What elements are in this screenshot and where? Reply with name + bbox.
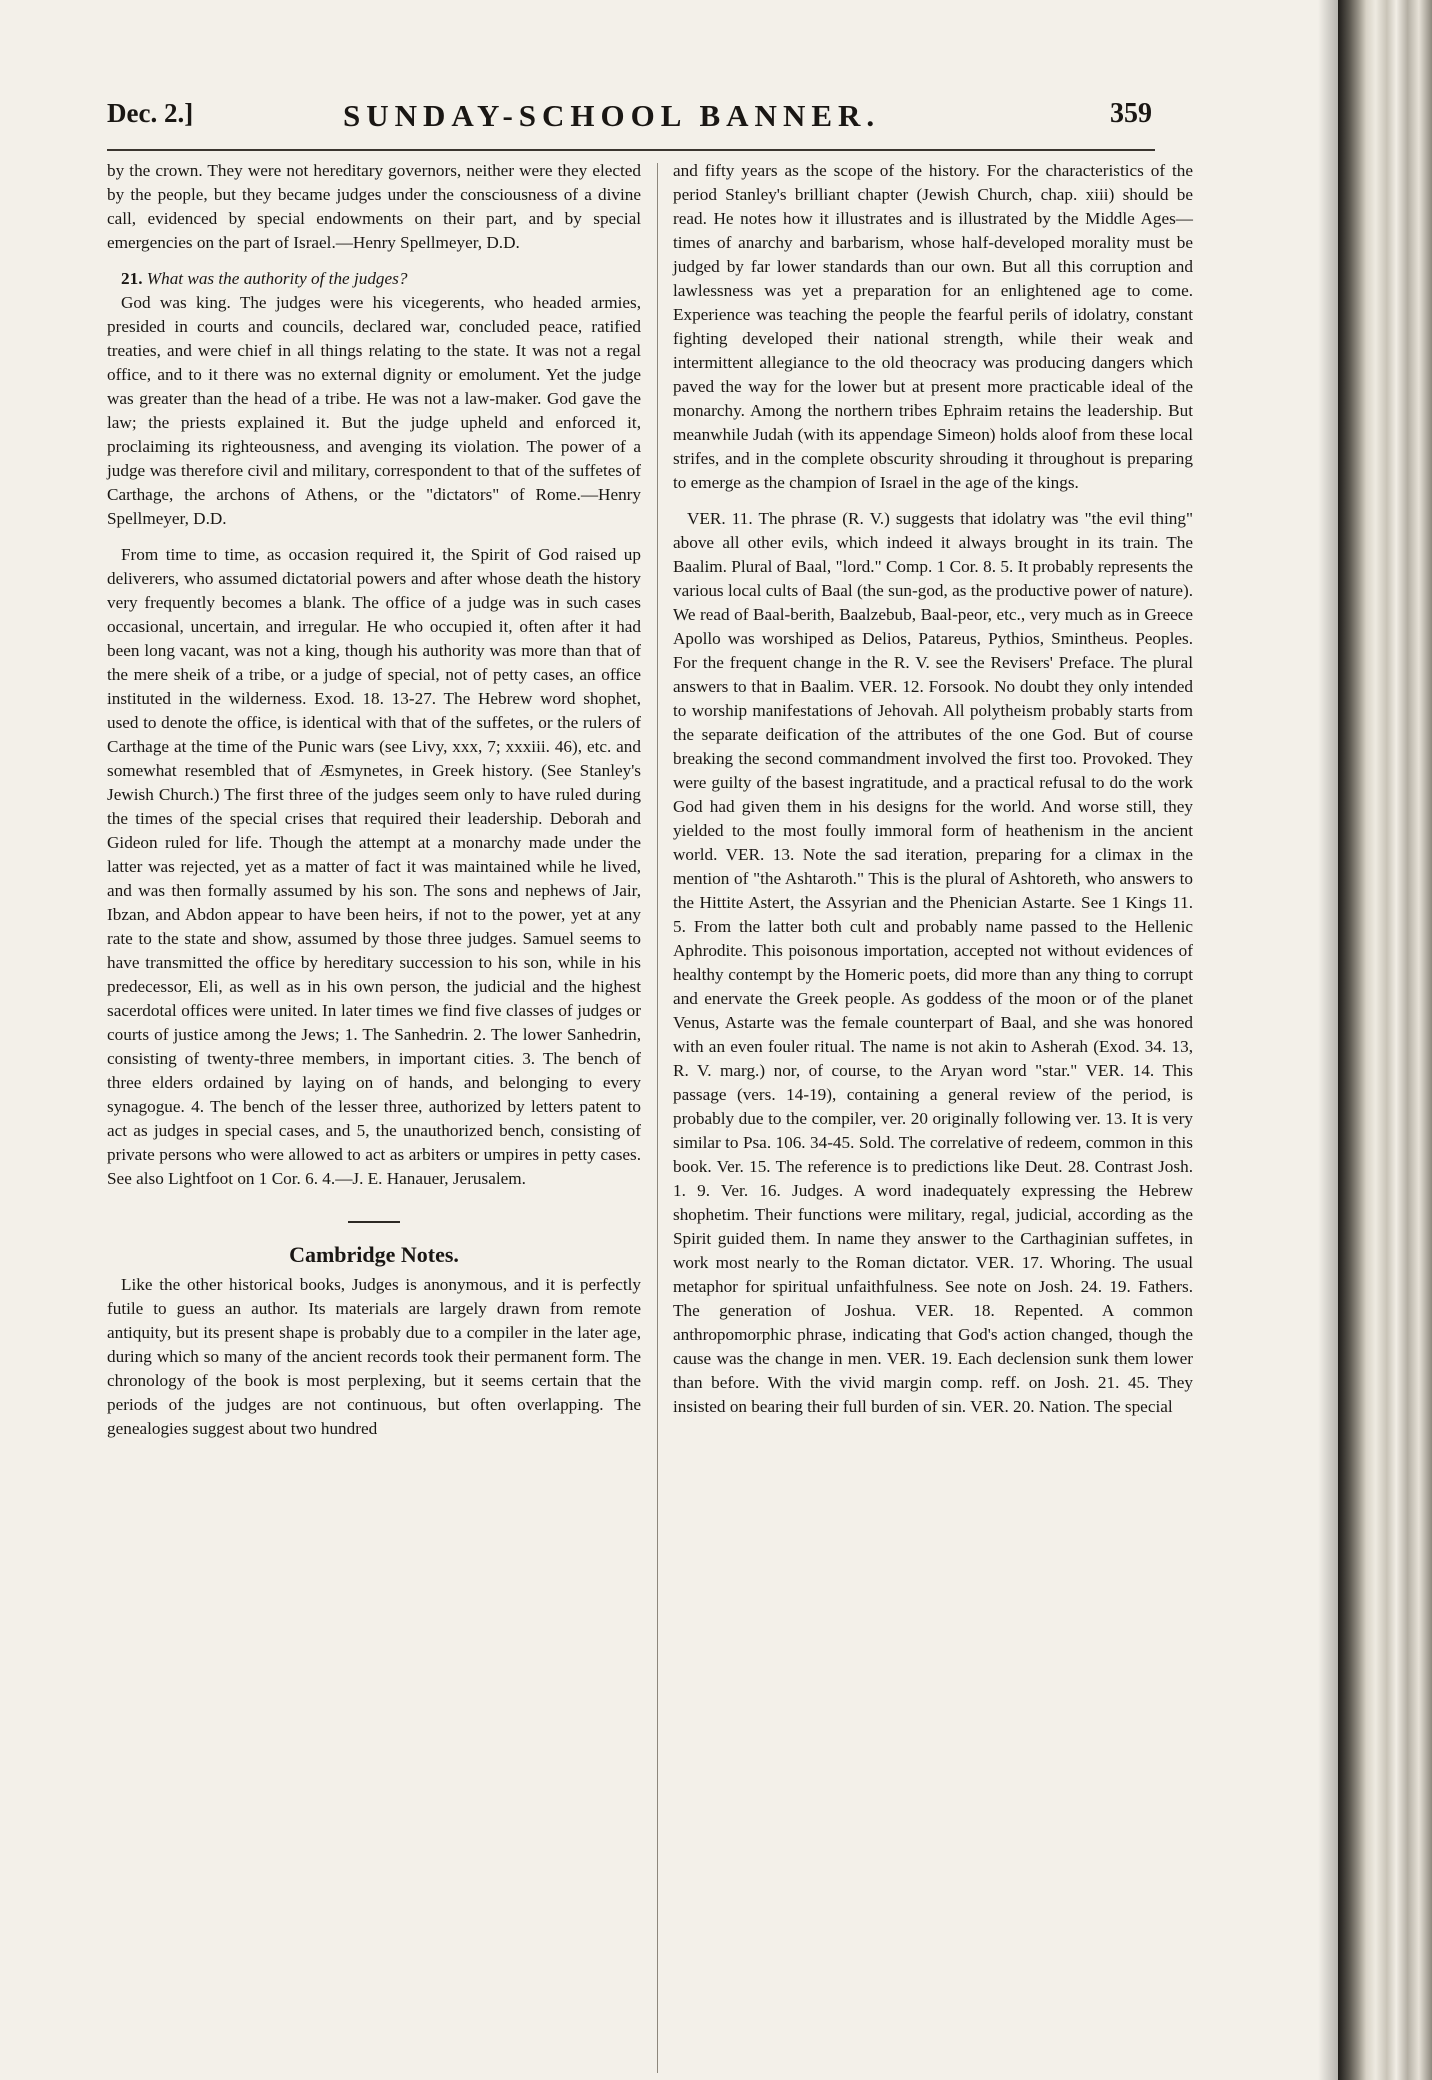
question-text: What was the authority of the judges? bbox=[146, 269, 408, 288]
section-separator bbox=[348, 1221, 400, 1223]
header-date: Dec. 2.] bbox=[107, 98, 194, 128]
paragraph: God was king. The judges were his vicegerents, who headed armies, presided in courts and councils, declared war, concluded peace, ratified treaties, and were chief in all things relating to the state. It was not a regal office, and to it there was no external dignity or emolument. Yet the judge was greater than the head of a tribe. He was not a law-maker. God gave the law; the priests explained it. But the judge upheld and enforced it, proclaiming its righteousness, and avenging its violation. The power of a judge was therefore civil and military, correspondent to that of the suffetes of Carthage, the archons of Athens, or the "dictators" of Rome.—Henry Spellmeyer, D.D. bbox=[107, 293, 641, 528]
page-number: 359 bbox=[1110, 98, 1152, 129]
paragraph: and fifty years as the scope of the history. For the characteristics of the period Stanley's brilliant chapter (Jewish Church, chap. xiii) should be read. He notes how it illustrates and is illustrated by the Middle Ages—times of anarchy and barbarism, whose half-developed morality must be judged by far lower standards than our own. But all this corruption and lawlessness was yet a preparation for an enlightened age to come. Experience was teaching the people the fearful perils of idolatry, constant fighting developed their national strength, while their weak and intermittent allegiance to the old theocracy was producing dangers which paved the way for the lower but at present more practicable ideal of the monarchy. Among the northern tribes Ephraim retains the leadership. But meanwhile Judah (with its appendage Simeon) holds aloof from these local strifes, and in the complete obscurity shrouding it throughout is preparing to emerge as the champion of Israel in the age of the kings. bbox=[673, 161, 1193, 492]
paragraph: From time to time, as occasion required it, the Spirit of God raised up deliverers, who assumed dictatorial powers and after whose death the history very frequently becomes a blank. The office of a judge was in such cases occasional, uncertain, and irregular. He who occupied it, often after it had been long vacant, was not a king, though his authority was more than that of the mere sheik of a tribe, or a judge of special, not of petty cases, an office instituted in the wilderness. Exod. 18. 13-27. The Hebrew word shophet, used to denote the office, is identical with that of the suffetes, or the rulers of Carthage at the time of the Punic wars (see Livy, xxx, 7; xxxiii. 46), etc. and somewhat resembled that of Æsmynetes, in Greek history. (See Stanley's Jewish Church.) The first three of the judges seem only to have ruled during the times of the special crises that required their leadership. Deborah and Gideon ruled for life. Though the attempt at a monarchy made under the latter was rejected, yet as a matter of fact it was maintained while he lived, and was then formally assumed by his son. The sons and nephews of Jair, Ibzan, and Abdon appear to have been heirs, if not to the power, yet at any rate to the state and show, assumed by those three judges. Samuel seems to have transmitted the office by hereditary succession to his son, while in his predecessor, Eli, as well as in his own person, the judicial and the highest sacerdotal offices were united. In later times we find five classes of judges or courts of justice among the Jews; 1. The Sanhedrin. 2. The lower Sanhedrin, consisting of twenty-three members, in important cities. 3. The bench of three elders ordained by laying on of hands, and belonging to every synagogue. 4. The bench of the lesser three, authorized by letters patent to act as judges in special cases, and 5, the unauthorized bench, consisting of private persons who were allowed to act as arbiters or umpires in petty cases. See also Lightfoot on 1 Cor. 6. 4.—J. E. Hanauer, Jerusalem. bbox=[107, 545, 641, 1188]
question-heading bbox=[107, 267, 641, 291]
column-divider bbox=[657, 163, 658, 2073]
page-edges bbox=[1338, 0, 1432, 2080]
paragraph: Like the other historical books, Judges is anonymous, and it is perfectly futile to guess an author. Its materials are largely drawn from remote antiquity, but its present shape is probably due to a compiler in the later age, during which so many of the ancient records took their permanent form. The chronology of the book is most perplexing, but it seems certain that the periods of the judges are not continuous, but often overlapping. The genealogies suggest about two hundred bbox=[107, 1275, 641, 1438]
left-column bbox=[107, 159, 641, 1441]
periodical-title: SUNDAY-SCHOOL BANNER. bbox=[343, 98, 881, 133]
paragraph: by the crown. They were not hereditary governors, neither were they elected by the people, but they became judges under the consciousness of a divine call, evidenced by special endowments on their part, and by special emergencies on the part of Israel.—Henry Spellmeyer, D.D. bbox=[107, 161, 641, 252]
header-rule bbox=[107, 149, 1155, 151]
paragraph: VER. 11. The phrase (R. V.) suggests that idolatry was "the evil thing" above all other evils, which indeed it always brought in its train. The Baalim. Plural of Baal, "lord." Comp. 1 Cor. 8. 5. It probably represents the various local cults of Baal (the sun-god, as the productive power of nature). We read of Baal-berith, Baalzebub, Baal-peor, etc., very much as in Greece Apollo was worshiped as Delios, Patareus, Pythios, Smintheus. Peoples. For the frequent change in the R. V. see the Revisers' Preface. The plural answers to that in Baalim. VER. 12. Forsook. No doubt they only intended to worship manifestations of Jehovah. All polytheism probably starts from the separate deification of the attributes of the one God. But of course breaking the second commandment involved the first too. Provoked. They were guilty of the basest ingratitude, and a practical refusal to do the work God had given them in his designs for the world. And worse still, they yielded to the most foully immoral form of heathenism in the ancient world. VER. 13. Note the sad iteration, preparing for a climax in the mention of "the Ashtaroth." This is the plural of Ashtoreth, who answers to the Hittite Astert, the Assyrian and the Phenician Astarte. See 1 Kings 11. 5. From the latter both cult and probably name passed to the Hellenic Aphrodite. This poisonous importation, accepted not without evidences of healthy contempt by the Homeric poets, did more than any thing to corrupt and enervate the Greek people. As goddess of the moon or of the planet Venus, Astarte was the female counterpart of Baal, and she was honored with an even fouler ritual. The name is not akin to Asherah (Exod. 34. 13, R. V. marg.) nor, of course, to the Aryan word "star." VER. 14. This passage (vers. 14-19), containing a general review of the period, is probably due to the compiler, ver. 20 originally following ver. 13. It is very similar to Psa. 106. 34-45. Sold. The correlative of redeem, common in this book. Ver. 15. The reference is to predictions like Deut. 28. Contrast Josh. 1. 9. Ver. 16. Judges. A word inadequately expressing the Hebrew shophetim. Their functions were military, regal, judicial, according as the Spirit guided them. In name they answer to the Carthaginian suffetes, in work most nearly to the Roman dictator. VER. 17. Whoring. The usual metaphor for spiritual unfaithfulness. See note on Josh. 24. 19. Fathers. The generation of Joshua. VER. 18. Repented. A common anthropomorphic phrase, indicating that God's action changed, though the cause was the change in men. VER. 19. Each declension sunk them lower than before. With the vivid margin comp. reff. on Josh. 21. 45. They insisted on bearing their full burden of sin. VER. 20. Nation. The special bbox=[673, 509, 1193, 1416]
page-gutter-shadow bbox=[1318, 0, 1338, 2080]
running-header bbox=[107, 98, 1152, 144]
right-column bbox=[673, 159, 1193, 1419]
section-heading: Cambridge Notes. bbox=[289, 1242, 459, 1267]
question-number: 21. bbox=[121, 269, 143, 288]
